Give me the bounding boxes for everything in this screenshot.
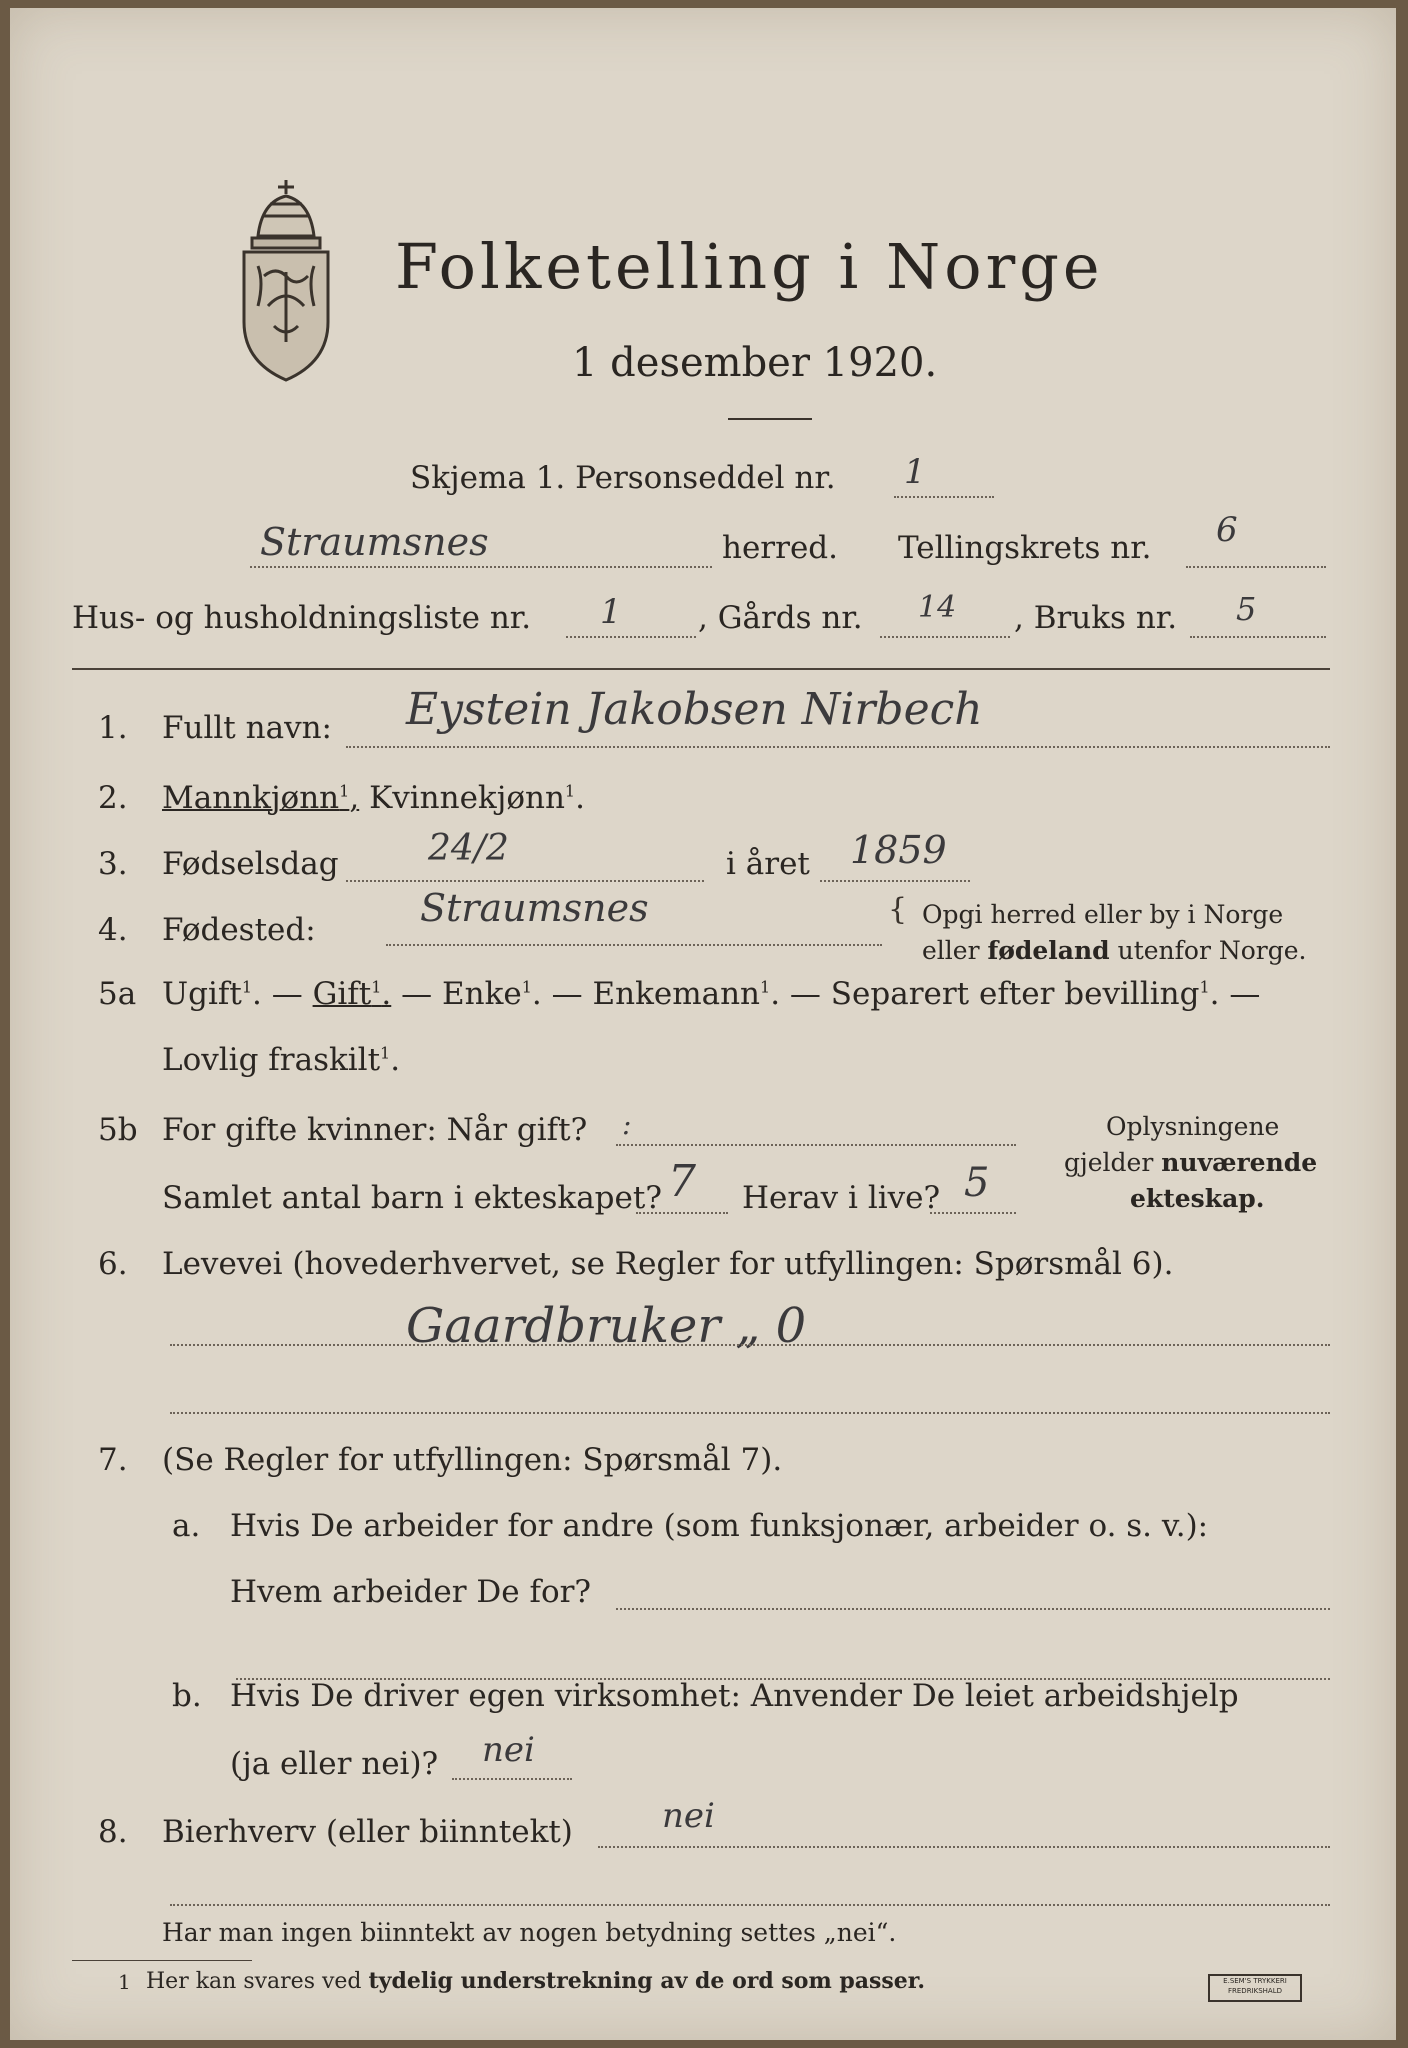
q5b-label: For gifte kvinner: Når gift? xyxy=(162,1112,588,1148)
bruks-label: , Bruks nr. xyxy=(1014,600,1178,636)
q5b-alive-dotline xyxy=(930,1212,1016,1214)
q1-number: 1. xyxy=(98,710,128,746)
q7b-label: Hvis De driver egen virksomhet: Anvender De leiet arbeidshjelp xyxy=(230,1678,1239,1714)
q1-label: Fullt navn: xyxy=(162,710,332,746)
q7b-letter: b. xyxy=(172,1678,202,1714)
q3-birthday[interactable]: 24/2 xyxy=(428,828,509,869)
footnote-text: Her kan svares ved tydelig understrekning av de ord som passer. xyxy=(146,1968,926,1994)
census-form-sheet xyxy=(10,8,1396,2040)
q2-sex-options xyxy=(162,780,585,816)
q5a-separert-option[interactable]: Separert efter bevilling$^1$. xyxy=(830,976,1220,1012)
q5b-note-line3: ekteskap. xyxy=(1130,1184,1265,1213)
q5b-married-when[interactable]: : xyxy=(622,1108,632,1141)
q8-dotline-2 xyxy=(170,1904,1330,1906)
q3-label: Fødselsdag xyxy=(162,846,339,882)
no-income-note: Har man ingen biinntekt av nogen betydning settes „nei“. xyxy=(162,1918,897,1947)
husholdningsliste-number[interactable]: 1 xyxy=(600,592,622,632)
skjema-dotline xyxy=(894,496,994,498)
q3-year-label: i året xyxy=(726,846,810,882)
q4-note-line1: Opgi herred eller by i Norge xyxy=(922,900,1284,929)
q7a-sub-label: Hvem arbeider De for? xyxy=(230,1574,592,1610)
census-date: 1 desember 1920. xyxy=(572,340,938,386)
q6-number: 6. xyxy=(98,1246,128,1282)
husholdningsliste-dotline xyxy=(566,636,696,638)
q3-number: 3. xyxy=(98,846,128,882)
herred-label: herred. xyxy=(722,530,838,566)
q8-dotline-1 xyxy=(598,1846,1330,1848)
q5b-children-label: Samlet antal barn i ekteskapet? xyxy=(162,1180,662,1216)
q3-dotline xyxy=(346,880,704,882)
q4-brace-icon: { xyxy=(888,892,908,927)
tellingskrets-number[interactable]: 6 xyxy=(1216,510,1238,550)
title-divider xyxy=(728,418,812,420)
q5a-enke-option[interactable]: Enke$^1$. xyxy=(441,976,542,1012)
personseddel-number[interactable]: 1 xyxy=(904,452,926,492)
q6-occupation[interactable]: Gaardbruker „ 0 xyxy=(406,1298,807,1354)
gards-label: , Gårds nr. xyxy=(698,600,863,636)
norwegian-coat-of-arms-icon xyxy=(224,176,348,386)
q5b-married-dotline xyxy=(616,1144,1016,1146)
husholdningsliste-label: Hus- og husholdningsliste nr. xyxy=(72,600,532,636)
q7b-dotline xyxy=(452,1778,572,1780)
q5a-ugift-option[interactable]: Ugift$^1$. xyxy=(162,976,262,1012)
q1-full-name[interactable]: Eystein Jakobsen Nirbech xyxy=(406,684,983,735)
q5b-note-line2: gjelder nuværende xyxy=(1064,1148,1318,1177)
q5a-enkemann-option[interactable]: Enkemann$^1$. xyxy=(592,976,781,1012)
herred-name[interactable]: Straumsnes xyxy=(260,520,489,564)
q5b-number: 5b xyxy=(98,1112,138,1148)
q3-birth-year[interactable]: 1859 xyxy=(850,828,947,872)
skjema-label: Skjema 1. Personseddel nr. xyxy=(410,460,836,496)
q7a-letter: a. xyxy=(172,1508,201,1544)
tellingskrets-dotline xyxy=(1186,566,1326,568)
q6-dotline-2 xyxy=(170,1412,1330,1414)
form-title: Folketelling i Norge xyxy=(395,230,1104,303)
bruks-number[interactable]: 5 xyxy=(1236,590,1257,628)
header-separator-line xyxy=(72,668,1330,670)
q7b-hired-help-answer[interactable]: nei xyxy=(482,1730,535,1770)
herred-dotline xyxy=(250,566,712,568)
q8-label: Bierhverv (eller biinntekt) xyxy=(162,1814,573,1850)
q2-female-option[interactable]: Kvinnekjønn$^1$. xyxy=(369,780,585,816)
q7a-label: Hvis De arbeider for andre (som funksjonær, arbeider o. s. v.): xyxy=(230,1508,1209,1544)
q5b-children-count[interactable]: 7 xyxy=(668,1156,696,1207)
footnote-mark: 1 xyxy=(118,1970,131,1994)
q5b-alive-count[interactable]: 5 xyxy=(964,1160,990,1206)
q5b-children-dotline xyxy=(636,1212,728,1214)
q7-label: (Se Regler for utfyllingen: Spørsmål 7). xyxy=(162,1442,783,1478)
q2-male-option[interactable]: Mannkjønn$^1$, xyxy=(162,780,360,816)
q6-label: Levevei (hovederhvervet, se Regler for utfyllingen: Spørsmål 6). xyxy=(162,1246,1174,1282)
q5b-note-line1: Oplysningene xyxy=(1106,1112,1280,1141)
printer-stamp: E.SEM'S TRYKKERI FREDRIKSHALD xyxy=(1208,1974,1302,2002)
q5a-marital-options: Ugift$^1$. — Gift$^1$. — Enke$^1$. — Enkemann$^1$. — Separert efter bevilling$^1$. — xyxy=(162,976,1261,1012)
tellingskrets-label: Tellingskrets nr. xyxy=(898,530,1152,566)
q5a-fraskilt-option[interactable]: Lovlig fraskilt$^1$. xyxy=(162,1042,401,1078)
q8-number: 8. xyxy=(98,1814,128,1850)
q1-dotline xyxy=(346,746,1330,748)
gards-number[interactable]: 14 xyxy=(918,590,957,625)
q5a-number: 5a xyxy=(98,976,137,1012)
q5b-alive-label: Herav i live? xyxy=(742,1180,941,1216)
q3-year-dotline xyxy=(820,880,970,882)
q7-number: 7. xyxy=(98,1442,128,1478)
q7b-sub-label: (ja eller nei)? xyxy=(230,1746,439,1782)
q6-dotline-1 xyxy=(170,1344,1330,1346)
q4-dotline xyxy=(386,944,882,946)
q4-label: Fødested: xyxy=(162,912,316,948)
q4-birthplace[interactable]: Straumsnes xyxy=(420,886,649,930)
q7a-dotline-1 xyxy=(616,1608,1330,1610)
q4-note-line2: eller fødeland utenfor Norge. xyxy=(922,936,1307,965)
q2-number: 2. xyxy=(98,780,128,816)
q8-side-income-answer[interactable]: nei xyxy=(662,1796,715,1836)
q5a-gift-option[interactable]: Gift$^1$. xyxy=(312,976,392,1012)
gards-dotline xyxy=(880,636,1010,638)
bruks-dotline xyxy=(1190,636,1326,638)
q4-number: 4. xyxy=(98,912,128,948)
footnote-separator xyxy=(72,1960,252,1961)
